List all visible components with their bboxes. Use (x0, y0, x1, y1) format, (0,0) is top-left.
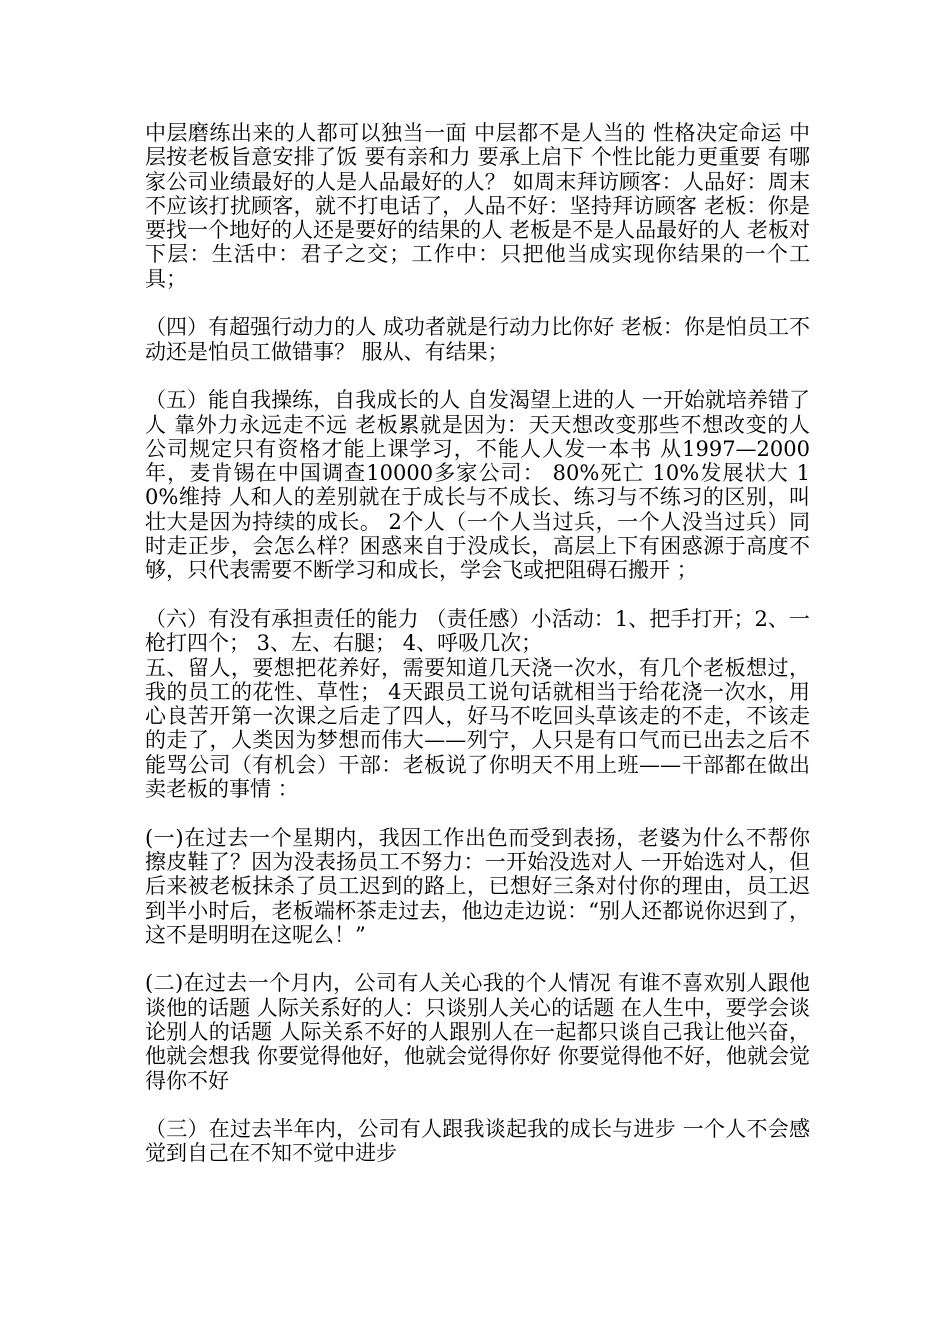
paragraph-item-two: (二)在过去一个月内，公司有人关心我的个人情况 有谁不喜欢别人跟他谈他的话题 人际关系好的人：只谈别人关心的话题 在人生中，要学会谈论别人的话题 人际关系不好的人跟别人在一起都只谈自己我让他兴奋，他就会想我 你要觉得他好，他就会觉得你好 你要觉得他不好，他就会觉得你不好 (145, 971, 810, 1093)
paragraph-section-six: （六）有没有承担责任的能力 （责任感）小活动：1、把手打开；2、一枪打四个； 3、左、右腿； 4、呼吸几次； (145, 606, 810, 656)
paragraph-middle-management: 中层磨练出来的人都可以独当一面 中层都不是人当的 性格决定命运 中层按老板旨意安排了饭 要有亲和力 要承上启下 个性比能力更重要 有哪家公司业绩最好的人是人品最好的人？ 如周末拜访顾客：人品好：周末不应该打扰顾客，就不打电话了，人品不好：坚持拜访顾客 老板：你是要找一个地好的人还是要好的结果的人 老板是不是人品最好的人 老板对下层：生活中：君子之交；工作中：只把他当成实现你结果的一个工具； (145, 121, 810, 291)
paragraph-item-three: （三）在过去半年内，公司有人跟我谈起我的成长与进步 一个人不会感觉到自己在不知不觉中进步 (145, 1117, 810, 1166)
paragraph-section-five: （五）能自我操练，自我成长的人 自发渴望上进的人 一开始就培养错了人 靠外力永远走不远 老板累就是因为：天天想改变那些不想改变的人 公司规定只有资格才能上课学习，不能人人发一本书 从1997—2000年，麦肯锡在中国调查10000多家公司： 80%死亡 10%发展状大 10%维持 人和人的差别就在于成长与不成长、练习与不练习的区别，叫壮大是因为持续的成长。 2个人（一个人当过兵，一个人没当过兵）同时走正步，会怎么样？困惑来自于没成长，高层上下有困惑源于高度不够，只代表需要不断学习和成长，学会飞或把阻碍石搬开 ； (145, 388, 817, 583)
paragraph-section-four: （四）有超强行动力的人 成功者就是行动力比你好 老板：你是怕员工不动还是怕员工做错事？ 服从、有结果； (145, 315, 810, 364)
paragraph-retain-people: 五、留人，要想把花养好，需要知道几天浇一次水，有几个老板想过，我的员工的花性、草性； 4天跟员工说句话就相当于给花浇一次水，用心良苦开第一次课之后走了四人，好马不吃回头草该走的不走，不该走的走了，人类因为梦想而伟大——列宁，人只是有口气而已出去之后不能骂公司（有机会）干部：老板说了你明天不用上班——干部都在做出卖老板的事情 ： (145, 655, 810, 802)
document-page (145, 121, 817, 1190)
paragraph-item-one: (一)在过去一个星期内，我因工作出色而受到表扬，老婆为什么不帮你擦皮鞋了？因为没表扬员工不努力：一开始没选对人 一开始选对人，但后来被老板抹杀了员工迟到的路上，已想好三条对付你的理由，员工迟到半小时后，老板端杯茶走过去，他边走边说：“别人还都说你迟到了，这不是明明在这呢么！” (145, 825, 810, 947)
